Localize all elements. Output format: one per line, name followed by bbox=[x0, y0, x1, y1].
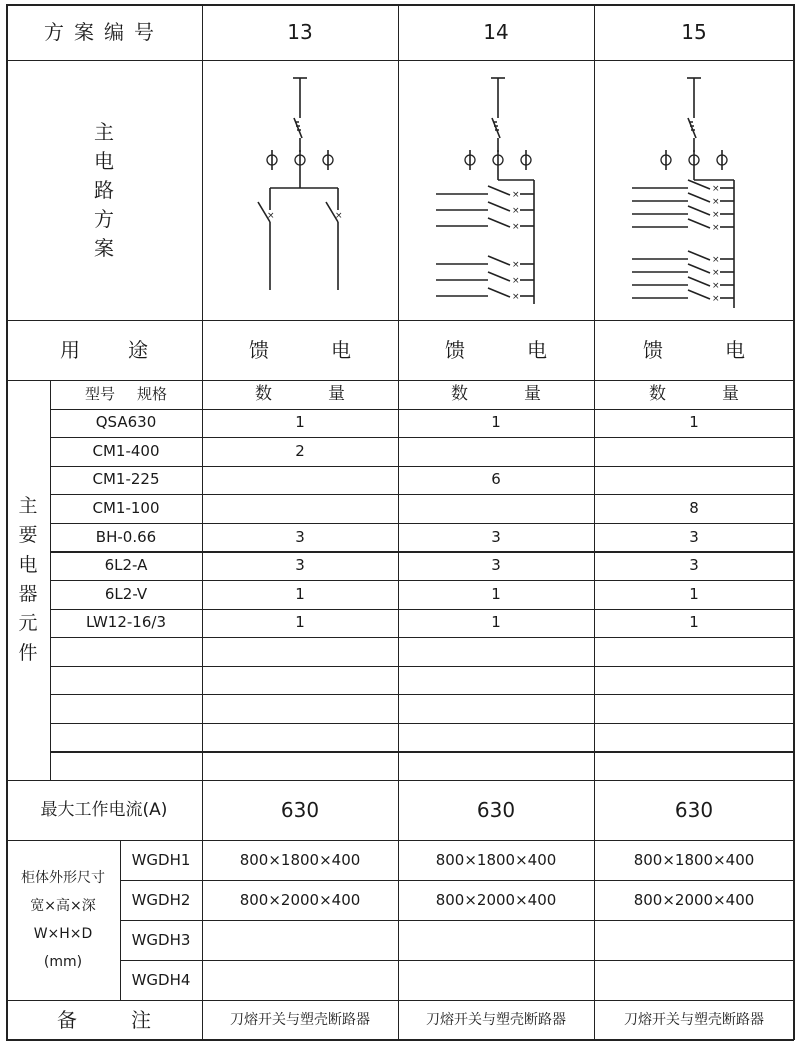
component-model: BH-0.66 bbox=[95, 527, 157, 546]
model-header: 型号 bbox=[84, 384, 115, 403]
component-quantity: 1 bbox=[689, 413, 699, 432]
remarks-label bbox=[6, 1000, 202, 1040]
svg-text:×: × bbox=[512, 222, 520, 232]
cabinet-size-value: 800×1800×400 bbox=[435, 850, 557, 869]
component-model: CM1-225 bbox=[92, 470, 160, 489]
svg-text:×: × bbox=[712, 210, 720, 220]
usage-label-char: 途 bbox=[128, 338, 148, 362]
main-components-label-char: 件 bbox=[18, 641, 38, 664]
svg-text:×: × bbox=[712, 268, 720, 278]
rule-line bbox=[50, 723, 794, 724]
usage-label bbox=[6, 320, 202, 380]
svg-text:×: × bbox=[512, 292, 520, 302]
usage-value-char: 馈 bbox=[445, 338, 465, 362]
cabinet-size-label-line: 宽×高×深 bbox=[30, 898, 96, 914]
component-model: CM1-400 bbox=[92, 441, 160, 460]
rule-line bbox=[50, 637, 794, 638]
component-quantity: 3 bbox=[491, 527, 501, 546]
usage-value-char: 电 bbox=[331, 338, 351, 362]
component-model: 6L2-V bbox=[104, 584, 148, 603]
spec-header: 规格 bbox=[137, 384, 168, 403]
main-circuit-label-char: 案 bbox=[94, 235, 114, 260]
scheme-number: 14 bbox=[483, 20, 509, 44]
max-current-value: 630 bbox=[280, 798, 320, 822]
main-circuit-label-char: 电 bbox=[94, 148, 114, 173]
component-quantity: 1 bbox=[689, 613, 699, 632]
svg-text:×: × bbox=[267, 211, 275, 221]
component-quantity: 3 bbox=[295, 556, 305, 575]
feeder-6-circuit-diagram-icon bbox=[398, 60, 594, 320]
cabinet-size-value: 800×2000×400 bbox=[239, 890, 361, 909]
remarks-value: 刀熔开关与塑壳断路器 bbox=[426, 1012, 566, 1028]
rule-line bbox=[120, 960, 794, 961]
component-quantity: 1 bbox=[295, 613, 305, 632]
component-model: 6L2-A bbox=[104, 556, 148, 575]
main-circuit-label-char: 主 bbox=[94, 119, 114, 144]
svg-text:×: × bbox=[712, 294, 720, 304]
component-quantity: 1 bbox=[491, 584, 501, 603]
svg-text:×: × bbox=[512, 190, 520, 200]
cabinet-size-value: 800×2000×400 bbox=[633, 890, 755, 909]
cabinet-size-value: 800×1800×400 bbox=[633, 850, 755, 869]
cabinet-model: WGDH4 bbox=[131, 970, 191, 989]
usage-value-char: 馈 bbox=[249, 338, 269, 362]
component-quantity: 1 bbox=[689, 584, 699, 603]
cabinet-size-label-line: (mm) bbox=[43, 954, 83, 970]
usage-value bbox=[594, 320, 794, 380]
svg-text:×: × bbox=[712, 223, 720, 233]
feeder-8-circuit-diagram-icon bbox=[594, 60, 790, 320]
cabinet-size-value: 800×1800×400 bbox=[239, 850, 361, 869]
main-circuit-label-char: 方 bbox=[94, 206, 114, 231]
main-components-label bbox=[6, 380, 50, 780]
component-quantity: 6 bbox=[491, 470, 501, 489]
component-model: CM1-100 bbox=[92, 499, 160, 518]
main-components-label-char: 主 bbox=[18, 494, 38, 517]
svg-text:×: × bbox=[712, 255, 720, 265]
component-quantity: 1 bbox=[491, 413, 501, 432]
remarks-value: 刀熔开关与塑壳断路器 bbox=[230, 1012, 370, 1028]
svg-text:×: × bbox=[712, 281, 720, 291]
svg-text:×: × bbox=[512, 276, 520, 286]
remarks-label-char: 注 bbox=[131, 1008, 151, 1032]
rule-line bbox=[120, 920, 794, 921]
quantity-header-char: 数 bbox=[255, 383, 272, 404]
quantity-header-char: 量 bbox=[722, 383, 739, 404]
quantity-header-char: 量 bbox=[328, 383, 345, 404]
rule-line bbox=[50, 666, 794, 667]
component-quantity: 1 bbox=[491, 613, 501, 632]
main-components-label-char: 电 bbox=[18, 553, 38, 576]
cabinet-size-label-line: 柜体外形尺寸 bbox=[21, 870, 105, 886]
svg-text:×: × bbox=[712, 197, 720, 207]
cabinet-size-label-line: W×H×D bbox=[33, 926, 93, 942]
component-quantity: 1 bbox=[295, 584, 305, 603]
usage-value bbox=[202, 320, 398, 380]
main-components-label-char: 要 bbox=[18, 524, 38, 547]
quantity-header-char: 量 bbox=[524, 383, 541, 404]
component-quantity: 1 bbox=[295, 413, 305, 432]
cabinet-size-label bbox=[6, 840, 120, 1000]
model-spec-header bbox=[50, 380, 202, 409]
svg-text:×: × bbox=[335, 211, 343, 221]
component-model: QSA630 bbox=[95, 413, 157, 432]
main-components-label-char: 器 bbox=[18, 583, 38, 605]
scheme-number: 15 bbox=[681, 20, 707, 44]
feeder-2-circuit-diagram-icon bbox=[202, 60, 398, 320]
main-circuit-label-char: 路 bbox=[94, 177, 114, 202]
svg-text:×: × bbox=[512, 260, 520, 270]
max-current-value: 630 bbox=[674, 798, 714, 822]
cabinet-model: WGDH1 bbox=[131, 850, 191, 869]
component-quantity: 2 bbox=[295, 441, 305, 460]
main-components-label-char: 元 bbox=[18, 612, 38, 635]
svg-text:×: × bbox=[512, 206, 520, 216]
cabinet-size-value: 800×2000×400 bbox=[435, 890, 557, 909]
remarks-value: 刀熔开关与塑壳断路器 bbox=[624, 1012, 764, 1028]
cabinet-model: WGDH3 bbox=[131, 930, 191, 949]
component-quantity: 3 bbox=[689, 556, 699, 575]
quantity-header bbox=[398, 380, 594, 409]
main-circuit-label bbox=[6, 60, 202, 320]
rule-line bbox=[50, 751, 794, 752]
quantity-header bbox=[594, 380, 794, 409]
max-current-value: 630 bbox=[476, 798, 516, 822]
component-quantity: 3 bbox=[295, 527, 305, 546]
usage-value-char: 电 bbox=[527, 338, 547, 362]
scheme-table bbox=[6, 4, 794, 1040]
scheme-number: 13 bbox=[287, 20, 313, 44]
usage-value-char: 电 bbox=[725, 338, 745, 362]
scheme-number-label: 方案编号 bbox=[44, 20, 164, 44]
quantity-header bbox=[202, 380, 398, 409]
component-quantity: 3 bbox=[689, 527, 699, 546]
component-model: LW12-16/3 bbox=[86, 613, 166, 632]
quantity-header-char: 数 bbox=[451, 383, 468, 404]
quantity-header-char: 数 bbox=[649, 383, 666, 404]
max-current-label: 最大工作电流(A) bbox=[40, 799, 168, 820]
usage-label-char: 用 bbox=[60, 338, 80, 362]
usage-value-char: 馈 bbox=[643, 338, 663, 362]
svg-text:×: × bbox=[712, 184, 720, 194]
usage-value bbox=[398, 320, 594, 380]
cabinet-model: WGDH2 bbox=[131, 890, 191, 909]
rule-line bbox=[50, 694, 794, 695]
remarks-label-char: 备 bbox=[57, 1008, 77, 1032]
component-quantity: 3 bbox=[491, 556, 501, 575]
component-quantity: 8 bbox=[689, 499, 699, 518]
